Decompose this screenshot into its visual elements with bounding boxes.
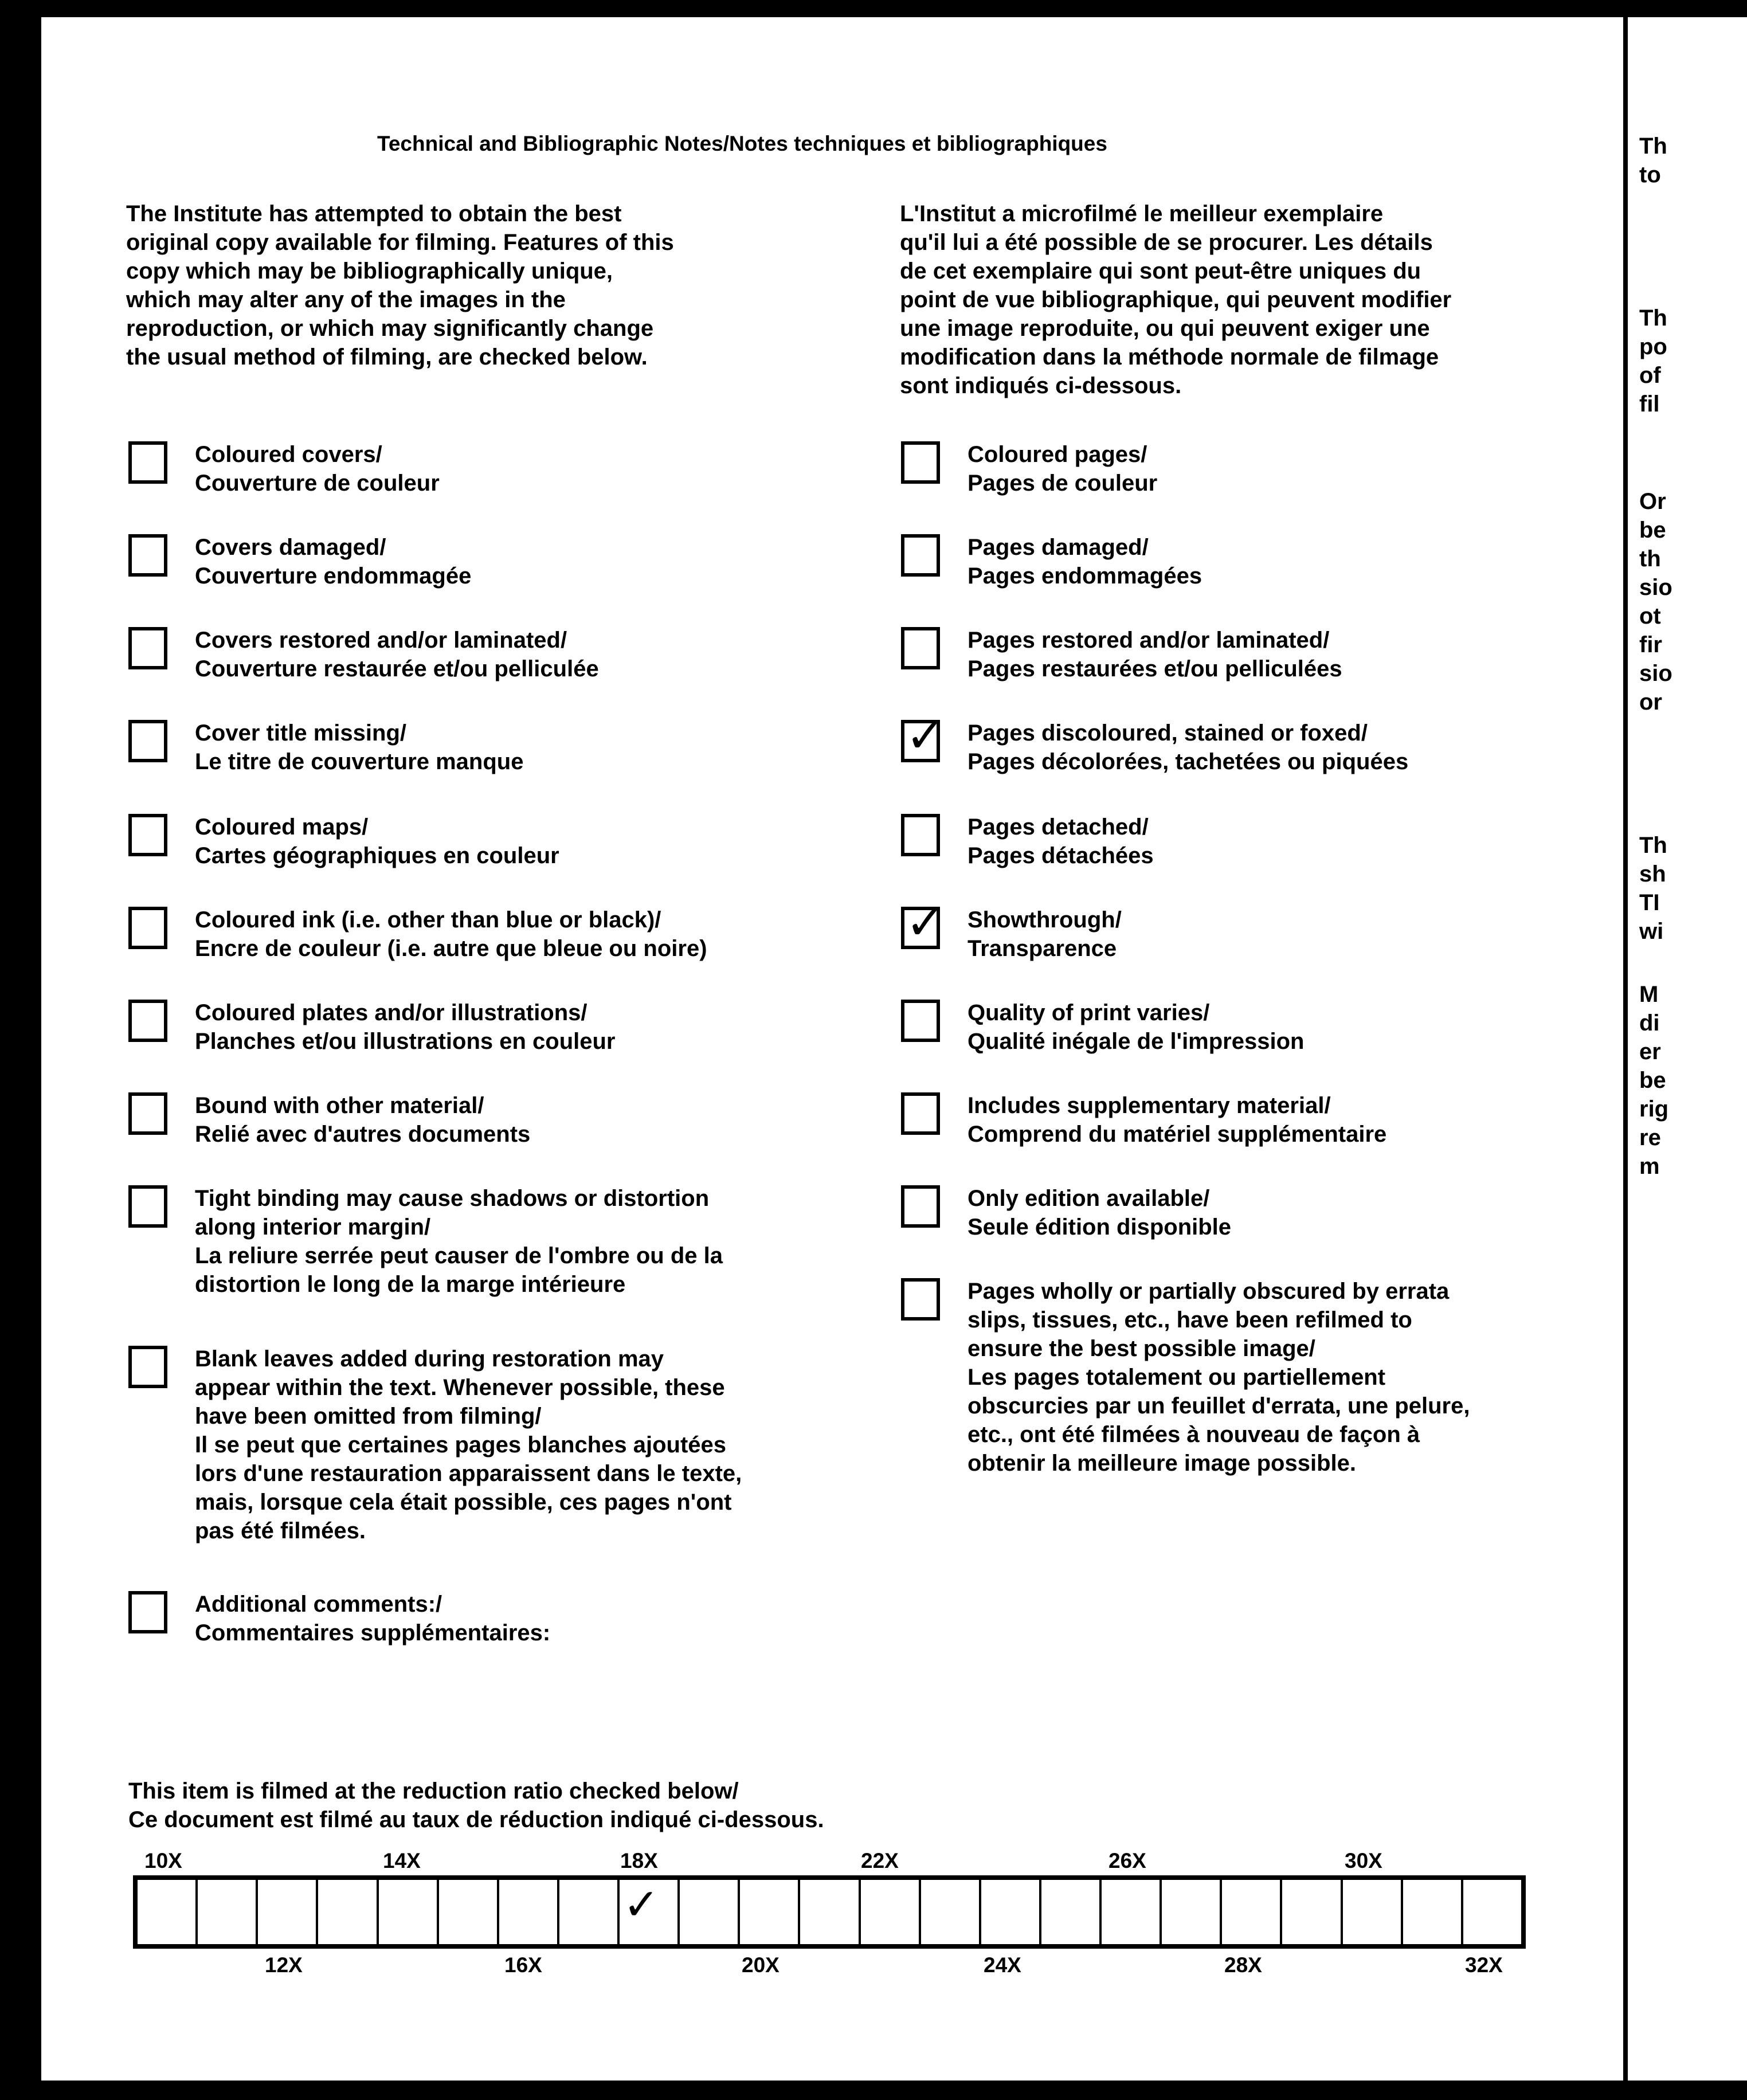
- checklist-label: [195, 440, 440, 497]
- checklist-label-line: Quality of print varies/: [967, 1000, 1210, 1025]
- checklist-label-line: Qualité inégale de l'impression: [967, 1029, 1305, 1054]
- adjacent-page-text-fragment: th: [1639, 546, 1661, 571]
- checklist-label-line: Coloured covers/: [195, 442, 382, 467]
- checklist-label: [967, 626, 1342, 683]
- checkbox[interactable]: [901, 814, 940, 856]
- checklist-label-line: Pages wholly or partially obscured by errata: [967, 1279, 1450, 1304]
- ratio-top-label: 18X: [620, 1849, 658, 1872]
- ratio-bottom-label: 16X: [504, 1953, 542, 1977]
- adjacent-page-text-fragment: rig: [1639, 1096, 1669, 1122]
- ratio-cell[interactable]: [198, 1880, 258, 1944]
- ratio-check-mark-icon: ✓: [623, 1880, 660, 1929]
- ratio-cell[interactable]: [1282, 1880, 1342, 1944]
- checklist-label: [195, 719, 523, 776]
- checklist-label: [195, 998, 616, 1056]
- checkbox[interactable]: [901, 441, 940, 484]
- adjacent-page-text-fragment: Th: [1639, 833, 1667, 858]
- adjacent-page-text-fragment: m: [1639, 1154, 1660, 1179]
- checklist-label-line: obscurcies par un feuillet d'errata, une pelure,: [967, 1393, 1470, 1419]
- checklist-label-line: La reliure serrée peut causer de l'ombre ou de la: [195, 1243, 723, 1268]
- checklist-label-line: obtenir la meilleure image possible.: [967, 1451, 1356, 1476]
- ratio-cell[interactable]: [680, 1880, 740, 1944]
- checklist-label: [967, 1091, 1386, 1149]
- checklist-label-line: lors d'une restauration apparaissent dans le texte,: [195, 1461, 742, 1486]
- checkbox[interactable]: [901, 1092, 940, 1135]
- adjacent-page-text-fragment: Th: [1639, 134, 1667, 159]
- checklist-label-line: Coloured ink (i.e. other than blue or black)/: [195, 907, 661, 933]
- ratio-cell[interactable]: [1403, 1880, 1463, 1944]
- reduction-ratio-bar: [133, 1875, 1526, 1949]
- checklist-label-line: Il se peut que certaines pages blanches ajoutées: [195, 1432, 727, 1458]
- ratio-cell[interactable]: [258, 1880, 318, 1944]
- ratio-cell[interactable]: [740, 1880, 800, 1944]
- checklist-label: [195, 1345, 742, 1545]
- ratio-cell[interactable]: [981, 1880, 1041, 1944]
- ratio-top-label: 30X: [1345, 1849, 1382, 1872]
- checklist-label: [195, 906, 707, 963]
- ratio-cell[interactable]: [620, 1880, 680, 1944]
- checklist-label-line: distortion le long de la marge intérieure: [195, 1272, 626, 1297]
- checklist-label-line: etc., ont été filmées à nouveau de façon à: [967, 1422, 1420, 1447]
- checklist-label-line: Comprend du matériel supplémentaire: [967, 1122, 1387, 1147]
- intro-en-line: The Institute has attempted to obtain the best: [126, 201, 622, 226]
- checklist-label-line: slips, tissues, etc., have been refilmed to: [967, 1307, 1412, 1333]
- ratio-line-en: This item is filmed at the reduction ratio checked below/: [128, 1778, 739, 1804]
- checkbox[interactable]: [901, 1278, 940, 1321]
- checkbox[interactable]: [128, 907, 167, 949]
- checklist-label-line: Pages décolorées, tachetées ou piquées: [967, 749, 1409, 774]
- adjacent-page-text-fragment: sio: [1639, 575, 1672, 600]
- ratio-bottom-label: 12X: [265, 1953, 303, 1977]
- ratio-top-label: 10X: [144, 1849, 182, 1872]
- checklist-label-line: have been omitted from filming/: [195, 1404, 542, 1429]
- checklist-label-line: Encre de couleur (i.e. autre que bleue ou noire): [195, 936, 707, 961]
- checklist-label-line: Pages detached/: [967, 814, 1149, 840]
- ratio-top-label: 26X: [1108, 1849, 1146, 1872]
- ratio-bottom-label: 20X: [742, 1953, 780, 1977]
- adjacent-page-text-fragment: be: [1639, 518, 1666, 543]
- checkbox[interactable]: [128, 1346, 167, 1388]
- checklist-label-line: Bound with other material/: [195, 1093, 484, 1118]
- intro-fr-line: sont indiqués ci-dessous.: [900, 373, 1182, 398]
- checkbox[interactable]: [901, 897, 945, 949]
- ratio-cell[interactable]: [1343, 1880, 1403, 1944]
- checklist-label-line: Only edition available/: [967, 1186, 1210, 1211]
- ratio-cell[interactable]: [1102, 1880, 1162, 1944]
- checklist-label: [195, 1184, 723, 1299]
- checklist-label-line: Pages détachées: [967, 843, 1154, 868]
- checklist-label: [967, 719, 1408, 776]
- checklist-label-line: Blank leaves added during restoration may: [195, 1346, 664, 1372]
- checklist-label-line: Pages restored and/or laminated/: [967, 628, 1330, 653]
- intro-fr-line: de cet exemplaire qui sont peut-être uniques du: [900, 258, 1421, 284]
- intro-fr-line: modification dans la méthode normale de filmage: [900, 344, 1439, 370]
- adjacent-page-text-fragment: sh: [1639, 861, 1666, 887]
- checkbox[interactable]: [901, 710, 945, 762]
- check-mark-icon: ✓: [906, 710, 945, 762]
- intro-fr-line: L'Institut a microfilmé le meilleur exemplaire: [900, 201, 1384, 226]
- checklist-label-line: pas été filmées.: [195, 1518, 366, 1543]
- checklist-label-line: Tight binding may cause shadows or distortion: [195, 1186, 710, 1211]
- checklist-label-line: Couverture endommagée: [195, 563, 472, 589]
- adjacent-page-text-fragment: fil: [1639, 391, 1660, 417]
- intro-fr-line: qu'il lui a été possible de se procurer. Les détails: [900, 230, 1433, 255]
- checklist-label-line: mais, lorsque cela était possible, ces pages n'ont: [195, 1490, 732, 1515]
- checklist-label-line: Coloured maps/: [195, 814, 369, 840]
- ratio-cell[interactable]: [379, 1880, 439, 1944]
- checklist-label: [967, 440, 1157, 497]
- checklist-label: [967, 998, 1304, 1056]
- checklist-label-line: Cartes géographiques en couleur: [195, 843, 559, 868]
- checklist-label-line: Cover title missing/: [195, 720, 406, 746]
- ratio-bottom-label: 24X: [984, 1953, 1021, 1977]
- checklist-label: [195, 533, 471, 590]
- checklist-label: [967, 906, 1122, 963]
- adjacent-page-text-fragment: or: [1639, 689, 1662, 715]
- checkbox[interactable]: [128, 814, 167, 856]
- ratio-cell[interactable]: [559, 1880, 620, 1944]
- checkbox[interactable]: [128, 720, 167, 762]
- checklist-label-line: Additional comments:/: [195, 1592, 442, 1617]
- adjacent-page-text-fragment: to: [1639, 162, 1661, 187]
- ratio-cell[interactable]: [138, 1880, 198, 1944]
- checklist-label-line: ensure the best possible image/: [967, 1336, 1315, 1361]
- checklist-label-line: appear within the text. Whenever possible, these: [195, 1375, 725, 1400]
- adjacent-page-text-fragment: be: [1639, 1068, 1666, 1093]
- page-title: Technical and Bibliographic Notes/Notes techniques et bibliographiques: [377, 132, 1107, 155]
- checklist-label: [967, 1184, 1231, 1241]
- check-mark-icon: ✓: [906, 897, 945, 949]
- adjacent-page-text-fragment: fir: [1639, 632, 1662, 657]
- checkbox[interactable]: [128, 1185, 167, 1228]
- checklist-label-line: Includes supplementary material/: [967, 1093, 1331, 1118]
- ratio-cell[interactable]: [1162, 1880, 1222, 1944]
- ratio-top-label: 22X: [861, 1849, 899, 1872]
- adjacent-page-text-fragment: M: [1639, 982, 1659, 1007]
- checklist-label-line: Pages restaurées et/ou pelliculées: [967, 656, 1342, 681]
- ratio-line-fr: Ce document est filmé au taux de réduction indiqué ci-dessous.: [128, 1807, 824, 1832]
- adjacent-page-text-fragment: ot: [1639, 604, 1661, 629]
- adjacent-page-text-fragment: Th: [1639, 305, 1667, 331]
- checklist-label: [195, 1091, 530, 1149]
- ratio-top-label: 14X: [383, 1849, 421, 1872]
- intro-en-line: the usual method of filming, are checked below.: [126, 344, 648, 370]
- checklist-label: [967, 533, 1202, 590]
- checklist-label: [967, 813, 1154, 870]
- reduction-ratio-text: [128, 1777, 824, 1834]
- adjacent-page-text-fragment: of: [1639, 363, 1661, 388]
- checkbox[interactable]: [901, 1185, 940, 1228]
- intro-en-line: copy which may be bibliographically unique,: [126, 258, 613, 284]
- ratio-cell[interactable]: [439, 1880, 499, 1944]
- checklist-label-line: Couverture de couleur: [195, 471, 440, 496]
- checklist-label-line: Planches et/ou illustrations en couleur: [195, 1029, 616, 1054]
- checklist-label: [195, 813, 559, 870]
- ratio-cell[interactable]: [921, 1880, 981, 1944]
- checklist-label-line: Les pages totalement ou partiellement: [967, 1365, 1386, 1390]
- checkbox[interactable]: [901, 627, 940, 669]
- checklist-label-line: Covers damaged/: [195, 535, 386, 560]
- checkbox[interactable]: [128, 1092, 167, 1135]
- checklist-label-line: Commentaires supplémentaires:: [195, 1620, 551, 1645]
- adjacent-page-text-fragment: po: [1639, 334, 1667, 359]
- checklist-label-line: Couverture restaurée et/ou pelliculée: [195, 656, 599, 681]
- checklist-label-line: along interior margin/: [195, 1214, 431, 1240]
- adjacent-page-text-fragment: er: [1639, 1039, 1661, 1064]
- adjacent-page-fragment: [1628, 17, 1747, 2081]
- ratio-cell[interactable]: [861, 1880, 921, 1944]
- checklist-label: [195, 1590, 550, 1647]
- checklist-label: [195, 626, 599, 683]
- checklist-label-line: Pages discoloured, stained or foxed/: [967, 720, 1368, 746]
- ratio-bottom-label: 32X: [1465, 1953, 1503, 1977]
- checklist-label-line: Seule édition disponible: [967, 1214, 1232, 1240]
- checklist-label-line: Coloured plates and/or illustrations/: [195, 1000, 587, 1025]
- checkbox[interactable]: [128, 534, 167, 577]
- intro-english: [126, 199, 674, 371]
- ratio-cell[interactable]: [800, 1880, 860, 1944]
- intro-french: [900, 199, 1451, 400]
- checkbox[interactable]: [128, 441, 167, 484]
- ratio-cell[interactable]: [1463, 1880, 1521, 1944]
- checklist-label: [967, 1277, 1470, 1478]
- adjacent-page-text-fragment: wi: [1639, 919, 1664, 944]
- checkbox[interactable]: [128, 627, 167, 669]
- checklist-label-line: Transparence: [967, 936, 1117, 961]
- checklist-label-line: Covers restored and/or laminated/: [195, 628, 567, 653]
- intro-en-line: reproduction, or which may significantly change: [126, 316, 654, 341]
- checkbox[interactable]: [128, 1000, 167, 1042]
- checkbox[interactable]: [901, 534, 940, 577]
- checklist-label-line: Pages de couleur: [967, 471, 1158, 496]
- adjacent-page-text-fragment: re: [1639, 1125, 1661, 1150]
- ratio-bottom-label: 28X: [1224, 1953, 1262, 1977]
- ratio-cell[interactable]: [1041, 1880, 1102, 1944]
- checklist-label-line: Showthrough/: [967, 907, 1122, 933]
- intro-en-line: which may alter any of the images in the: [126, 287, 566, 312]
- checklist-label-line: Pages endommagées: [967, 563, 1202, 589]
- checkbox[interactable]: [901, 1000, 940, 1042]
- checklist-label-line: Pages damaged/: [967, 535, 1149, 560]
- ratio-cell[interactable]: [1222, 1880, 1282, 1944]
- intro-fr-line: une image reproduite, ou qui peuvent exiger une: [900, 316, 1430, 341]
- intro-fr-line: point de vue bibliographique, qui peuvent modifier: [900, 287, 1452, 312]
- checklist-label-line: Le titre de couverture manque: [195, 749, 524, 774]
- checkbox[interactable]: [128, 1591, 167, 1633]
- ratio-cell[interactable]: [318, 1880, 378, 1944]
- adjacent-page-text-fragment: sio: [1639, 661, 1672, 686]
- notes-page: [41, 17, 1623, 2081]
- checklist-label-line: Relié avec d'autres documents: [195, 1122, 531, 1147]
- intro-en-line: original copy available for filming. Features of this: [126, 230, 674, 255]
- checklist-label-line: Coloured pages/: [967, 442, 1147, 467]
- ratio-cell[interactable]: [499, 1880, 559, 1944]
- adjacent-page-text-fragment: TI: [1639, 890, 1660, 915]
- adjacent-page-text-fragment: di: [1639, 1010, 1660, 1036]
- adjacent-page-text-fragment: Or: [1639, 489, 1666, 514]
